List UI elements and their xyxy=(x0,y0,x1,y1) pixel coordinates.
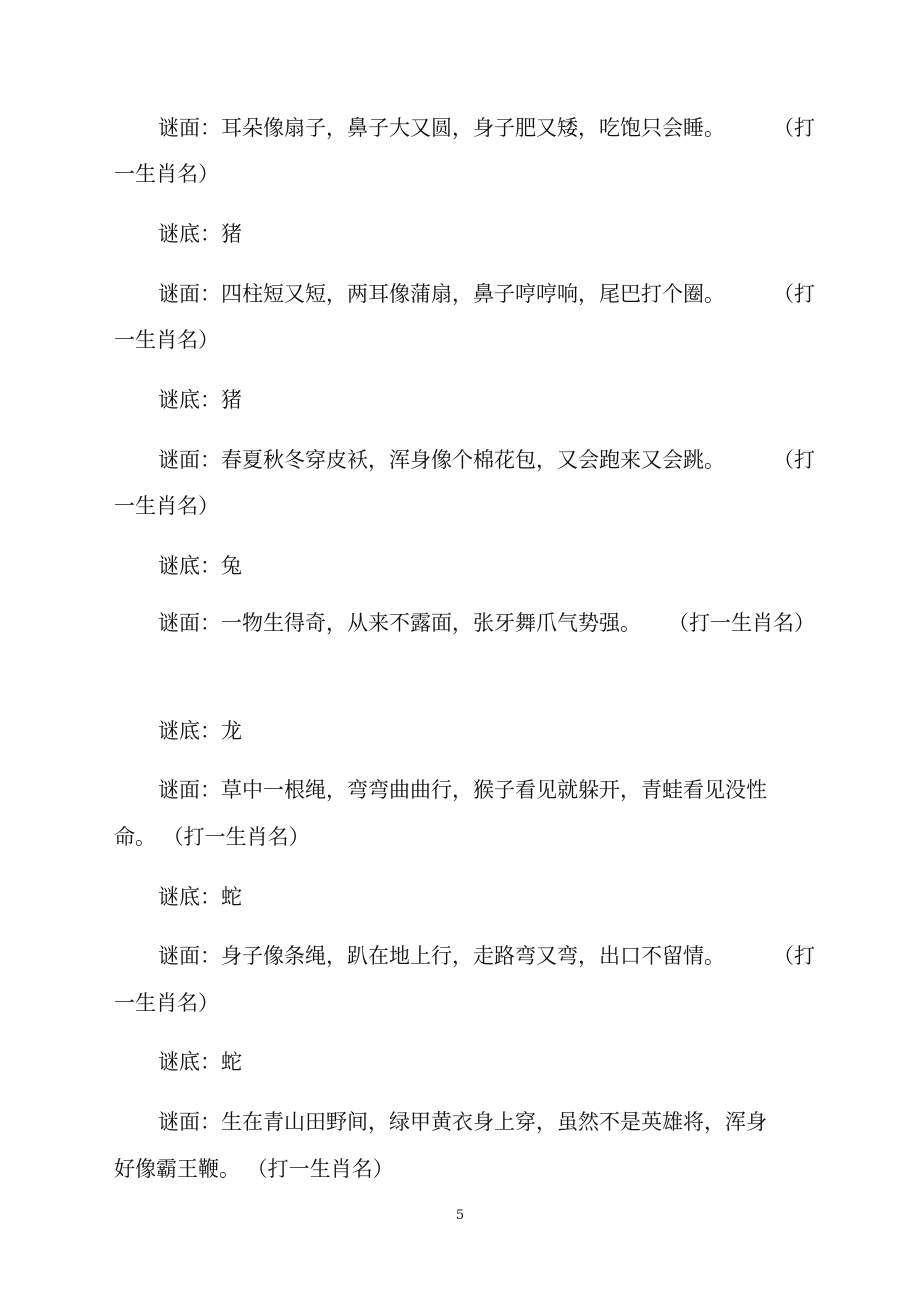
page-number: 5 xyxy=(455,1208,465,1223)
riddle-question-continued: 一生肖名） xyxy=(114,991,219,1015)
riddle-question-continued: 一生肖名） xyxy=(114,494,219,518)
riddle-question-continued: 一生肖名） xyxy=(114,328,219,352)
riddle-answer: 谜底：猪 xyxy=(158,222,242,246)
riddle-answer: 谜底：蛇 xyxy=(158,1050,242,1074)
riddle-answer: 谜底：猪 xyxy=(158,388,242,412)
riddle-question-continued: 好像霸王鞭。 （打一生肖名） xyxy=(114,1157,394,1181)
riddle-question: 谜面：身子像条绳，趴在地上行，走路弯又弯，出口不留情。 xyxy=(158,944,725,968)
riddle-hint-start: （打 xyxy=(773,282,815,306)
riddle-answer: 谜底：龙 xyxy=(158,719,242,743)
riddle-hint: （打一生肖名） xyxy=(668,611,815,635)
riddle-answer: 谜底：兔 xyxy=(158,554,242,578)
riddle-answer: 谜底：蛇 xyxy=(158,885,242,909)
riddle-question: 谜面：耳朵像扇子，鼻子大又圆，身子肥又矮，吃饱只会睡。 xyxy=(158,116,725,140)
riddle-question: 谜面：一物生得奇，从来不露面，张牙舞爪气势强。 xyxy=(158,611,641,635)
riddle-question-continued: 一生肖名） xyxy=(114,162,219,186)
riddle-question: 谜面：草中一根绳，弯弯曲曲行，猴子看见就躲开，青蛙看见没性 xyxy=(158,778,767,802)
riddle-hint-start: （打 xyxy=(773,944,815,968)
riddle-question: 谜面：春夏秋冬穿皮袄，浑身像个棉花包，又会跑来又会跳。 xyxy=(158,448,725,472)
riddle-question-continued: 命。 （打一生肖名） xyxy=(114,825,310,849)
riddle-question: 谜面：四柱短又短，两耳像蒲扇，鼻子哼哼响，尾巴打个圈。 xyxy=(158,282,725,306)
riddle-question: 谜面：生在青山田野间，绿甲黄衣身上穿，虽然不是英雄将，浑身 xyxy=(158,1110,767,1134)
riddle-hint-start: （打 xyxy=(773,448,815,472)
riddle-hint-start: （打 xyxy=(773,116,815,140)
